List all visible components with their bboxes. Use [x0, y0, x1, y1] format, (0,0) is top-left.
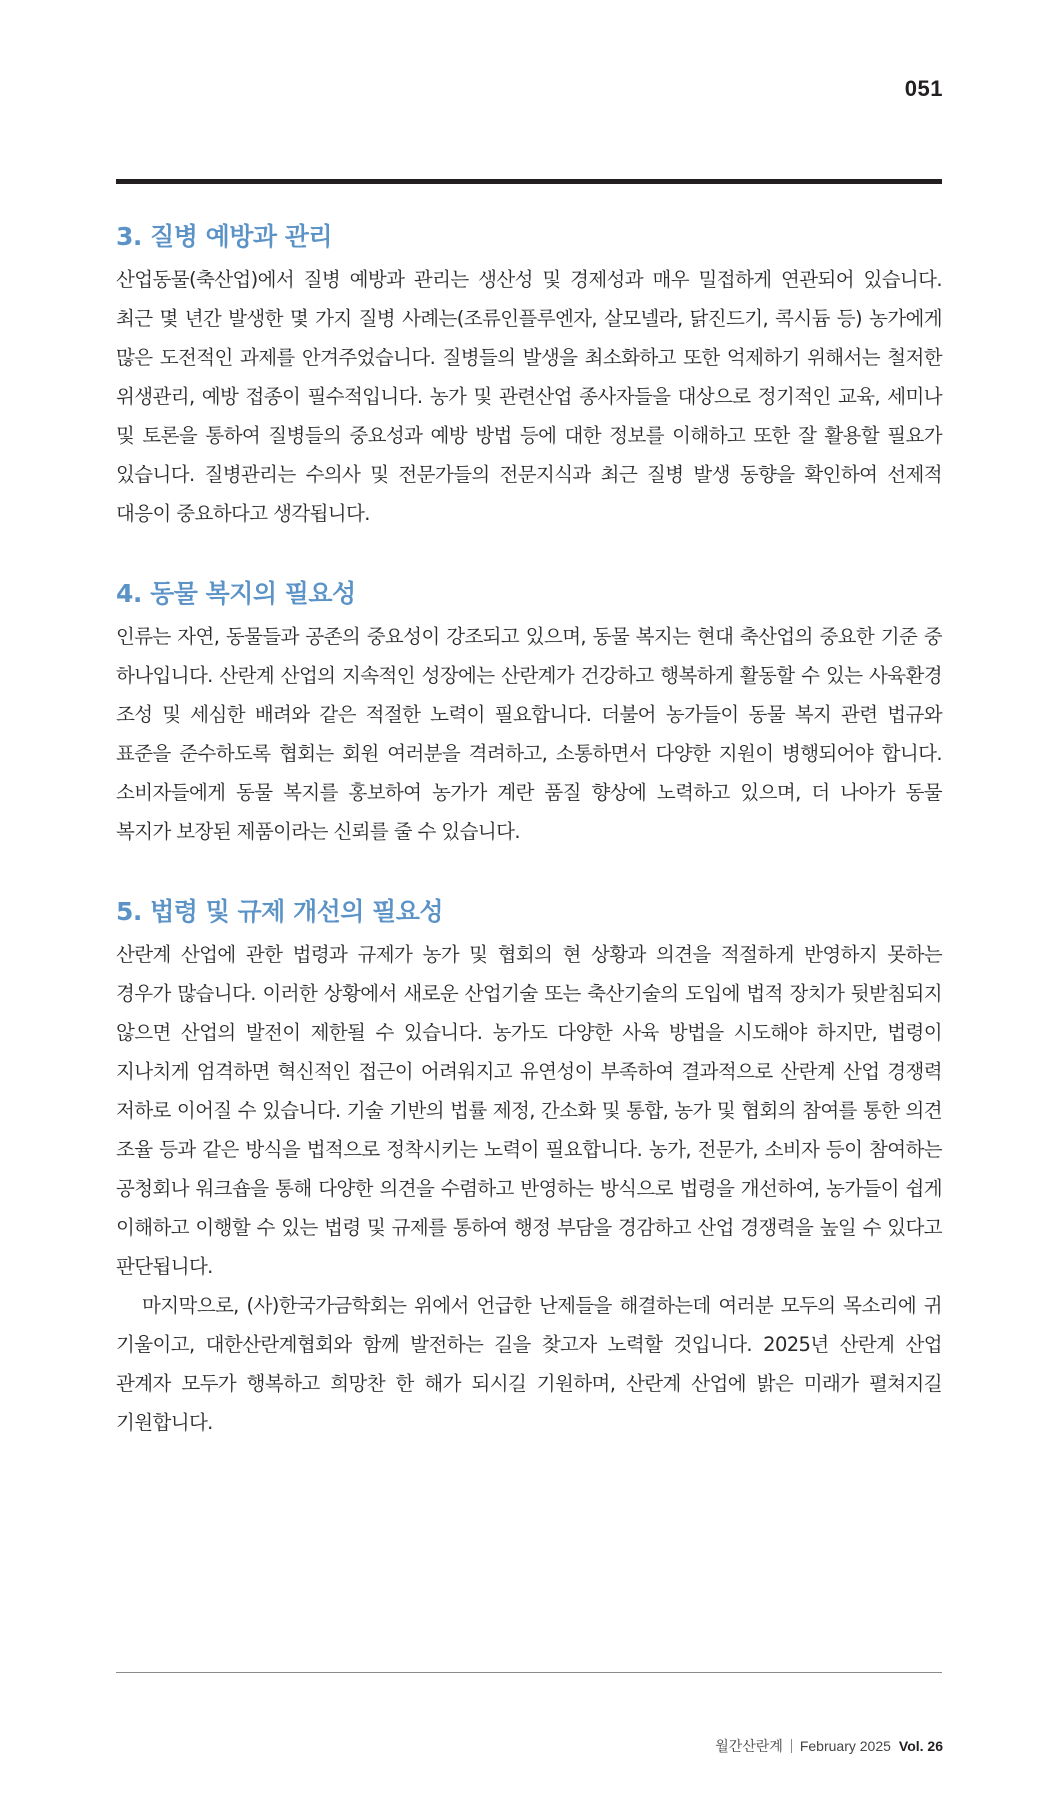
section-paragraph: 산란계 산업에 관한 법령과 규제가 농가 및 협회의 현 상황과 의견을 적절하게 반영하지 못하는 경우가 많습니다. 이러한 상황에서 새로운 산업기술 또는 축산기술의 도입에 법적 장치가 뒷받침되지 않으면 산업의 발전이 제한될 수 있습니다. 농가도 다양한 사육 방법을 시도해야 하지만, 법령이 지나치게 엄격하면 혁신적인 접근이 어려워지고 유연성이 부족하여 결과적으로 산란계 산업 경쟁력 저하로 이어질 수 있습니다. 기술 기반의 법률 제정, 간소화 및 통합, 농가 및 협회의 참여를 통한 의견 조율 등과 같은 방식을 법적으로 정착시키는 노력이 필요합니다. 농가, 전문가, 소비자 등이 참여하는 공청회나 워크숍을 통해 다양한 의견을 수렴하고 반영하는 방식으로 법령을 개선하여, 농가들이 쉽게 이해하고 이행할 수 있는 법령 및 규제를 통하여 행정 부담을 경감하고 산업 경쟁력을 높일 수 있다고 판단됩니다.	[116, 943, 942, 1278]
section-heading: 4. 동물 복지의 필요성	[116, 579, 356, 608]
section-paragraph: 인류는 자연, 동물들과 공존의 중요성이 강조되고 있으며, 동물 복지는 현대 축산업의 중요한 기준 중 하나입니다. 산란계 산업의 지속적인 성장에는 산란계가 건강하고 행복하게 활동할 수 있는 사육환경 조성 및 세심한 배려와 같은 적절한 노력이 필요합니다. 더불어 농가들이 동물 복지 관련 법규와 표준을 준수하도록 협회는 회원 여러분을 격려하고, 소통하면서 다양한 지원이 병행되어야 합니다. 소비자들에게 동물 복지를 홍보하여 농가가 계란 품질 향상에 노력하고 있으며, 더 나아가 동물 복지가 보장된 제품이라는 신뢰를 줄 수 있습니다.	[116, 625, 942, 843]
top-divider	[116, 179, 942, 184]
section-animal-welfare	[116, 577, 942, 851]
bottom-divider	[116, 1672, 942, 1673]
page-footer	[715, 1736, 943, 1756]
section-paragraph: 산업동물(축산업)에서 질병 예방과 관리는 생산성 및 경제성과 매우 밀접하게 연관되어 있습니다. 최근 몇 년간 발생한 몇 가지 질병 사례는(조류인플루엔자, 살모넬라, 닭진드기, 콕시듐 등) 농가에게 많은 도전적인 과제를 안겨주었습니다. 질병들의 발생을 최소화하고 또한 억제하기 위해서는 철저한 위생관리, 예방 접종이 필수적입니다. 농가 및 관련산업 종사자들을 대상으로 정기적인 교육, 세미나 및 토론을 통하여 질병들의 중요성과 예방 방법 등에 대한 정보를 이해하고 또한 잘 활용할 필요가 있습니다. 질병관리는 수의사 및 전문가들의 전문지식과 최근 질병 발생 동향을 확인하여 선제적 대응이 중요하다고 생각됩니다.	[116, 268, 942, 525]
section-heading: 5. 법령 및 규제 개선의 필요성	[116, 897, 444, 926]
volume-number: Vol. 26	[898, 1738, 943, 1754]
article-body	[116, 220, 942, 1486]
closing-paragraph: 마지막으로, (사)한국가금학회는 위에서 언급한 난제들을 해결하는데 여러분 모두의 목소리에 귀 기울이고, 대한산란계협회와 함께 발전하는 길을 찾고자 노력할 것입니다. 2025년 산란계 산업 관계자 모두가 행복하고 희망찬 한 해가 되시길 기원하며, 산란계 산업에 밝은 미래가 펼쳐지길 기원합니다.	[116, 1294, 942, 1434]
section-regulation-improvement	[116, 895, 942, 1442]
page-number: 051	[904, 76, 943, 101]
issue-date: February 2025	[799, 1738, 891, 1754]
magazine-title: 월간산란계	[715, 1738, 783, 1754]
section-heading: 3. 질병 예방과 관리	[116, 222, 333, 251]
section-disease-prevention	[116, 220, 942, 533]
footer-divider	[791, 1739, 792, 1753]
